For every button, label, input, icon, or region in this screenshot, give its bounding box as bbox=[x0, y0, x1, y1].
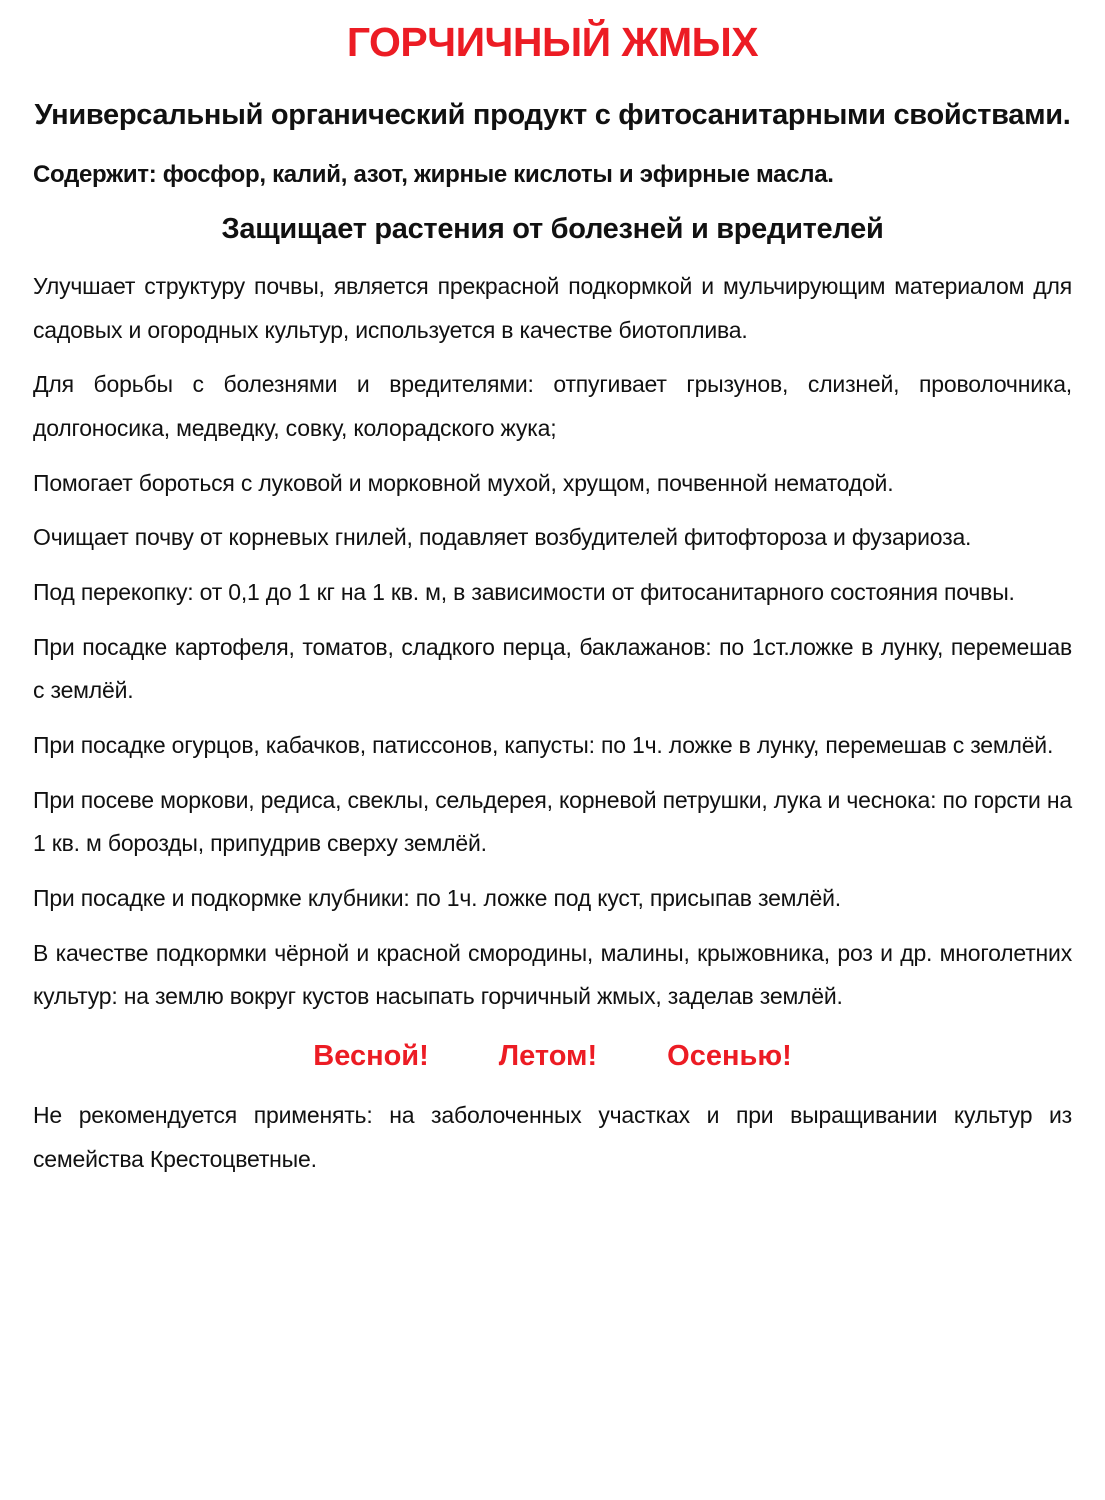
paragraph-pest-control: Для борьбы с болезнями и вредителями: отпугивает грызунов, слизней, проволочника, долгоносика, медведку, совку, колорадского жука; bbox=[33, 371, 1072, 441]
paragraph-potato-planting: При посадке картофеля, томатов, сладкого перца, баклажанов: по 1ст.ложке в лунку, перемешав с землёй. bbox=[33, 633, 1072, 704]
page-title: ГОРЧИЧНЫЙ ЖМЫХ bbox=[346, 19, 759, 65]
season-autumn: Осенью! bbox=[667, 1040, 792, 1073]
paragraph-soil-structure: Улучшает структуру почвы, является прекрасной подкормкой и мульчирующим материалом для садовых и огородных культур, используется в качестве биотоплива. bbox=[33, 272, 1072, 343]
warning-paragraph: Не рекомендуется применять: на заболоченных участках и при выращивании культур из семейства Крестоцветные. bbox=[33, 1101, 1072, 1172]
section-heading: Защищает растения от болезней и вредителей bbox=[221, 213, 884, 246]
paragraph-strawberry: При посадке и подкормке клубники: по 1ч. ложке под куст, присыпав землёй. bbox=[33, 885, 841, 912]
paragraph-carrot-sowing: При посеве моркови, редиса, свеклы, сельдерея, корневой петрушки, лука и чеснока: по горсти на 1 кв. м борозды, припудрив сверху землёй. bbox=[33, 786, 1072, 857]
paragraph-berry-bushes: В качестве подкормки чёрной и красной смородины, малины, крыжовника, роз и др. многолетних культур: на землю вокруг кустов насыпать горчичный жмых, заделав землёй. bbox=[33, 939, 1072, 1010]
subtitle: Универсальный органический продукт с фитосанитарными свойствами. bbox=[34, 99, 1071, 132]
paragraph-root-rot: Очищает почву от корневых гнилей, подавляет возбудителей фитофтороза и фузариоза. bbox=[33, 524, 972, 551]
paragraph-fly-control: Помогает бороться с луковой и морковной мухой, хрущом, почвенной нематодой. bbox=[33, 469, 894, 496]
season-summer: Летом! bbox=[498, 1040, 598, 1073]
paragraph-digging-dose: Под перекопку: от 0,1 до 1 кг на 1 кв. м, в зависимости от фитосанитарного состояния почвы. bbox=[33, 578, 1015, 605]
paragraph-cucumber-planting: При посадке огурцов, кабачков, патиссонов, капусты: по 1ч. ложке в лунку, перемешав с землёй. bbox=[33, 732, 1054, 759]
composition-line: Содержит: фосфор, калий, азот, жирные кислоты и эфирные масла. bbox=[33, 160, 834, 188]
seasons-line bbox=[33, 1030, 1072, 1084]
season-spring: Весной! bbox=[313, 1040, 429, 1073]
